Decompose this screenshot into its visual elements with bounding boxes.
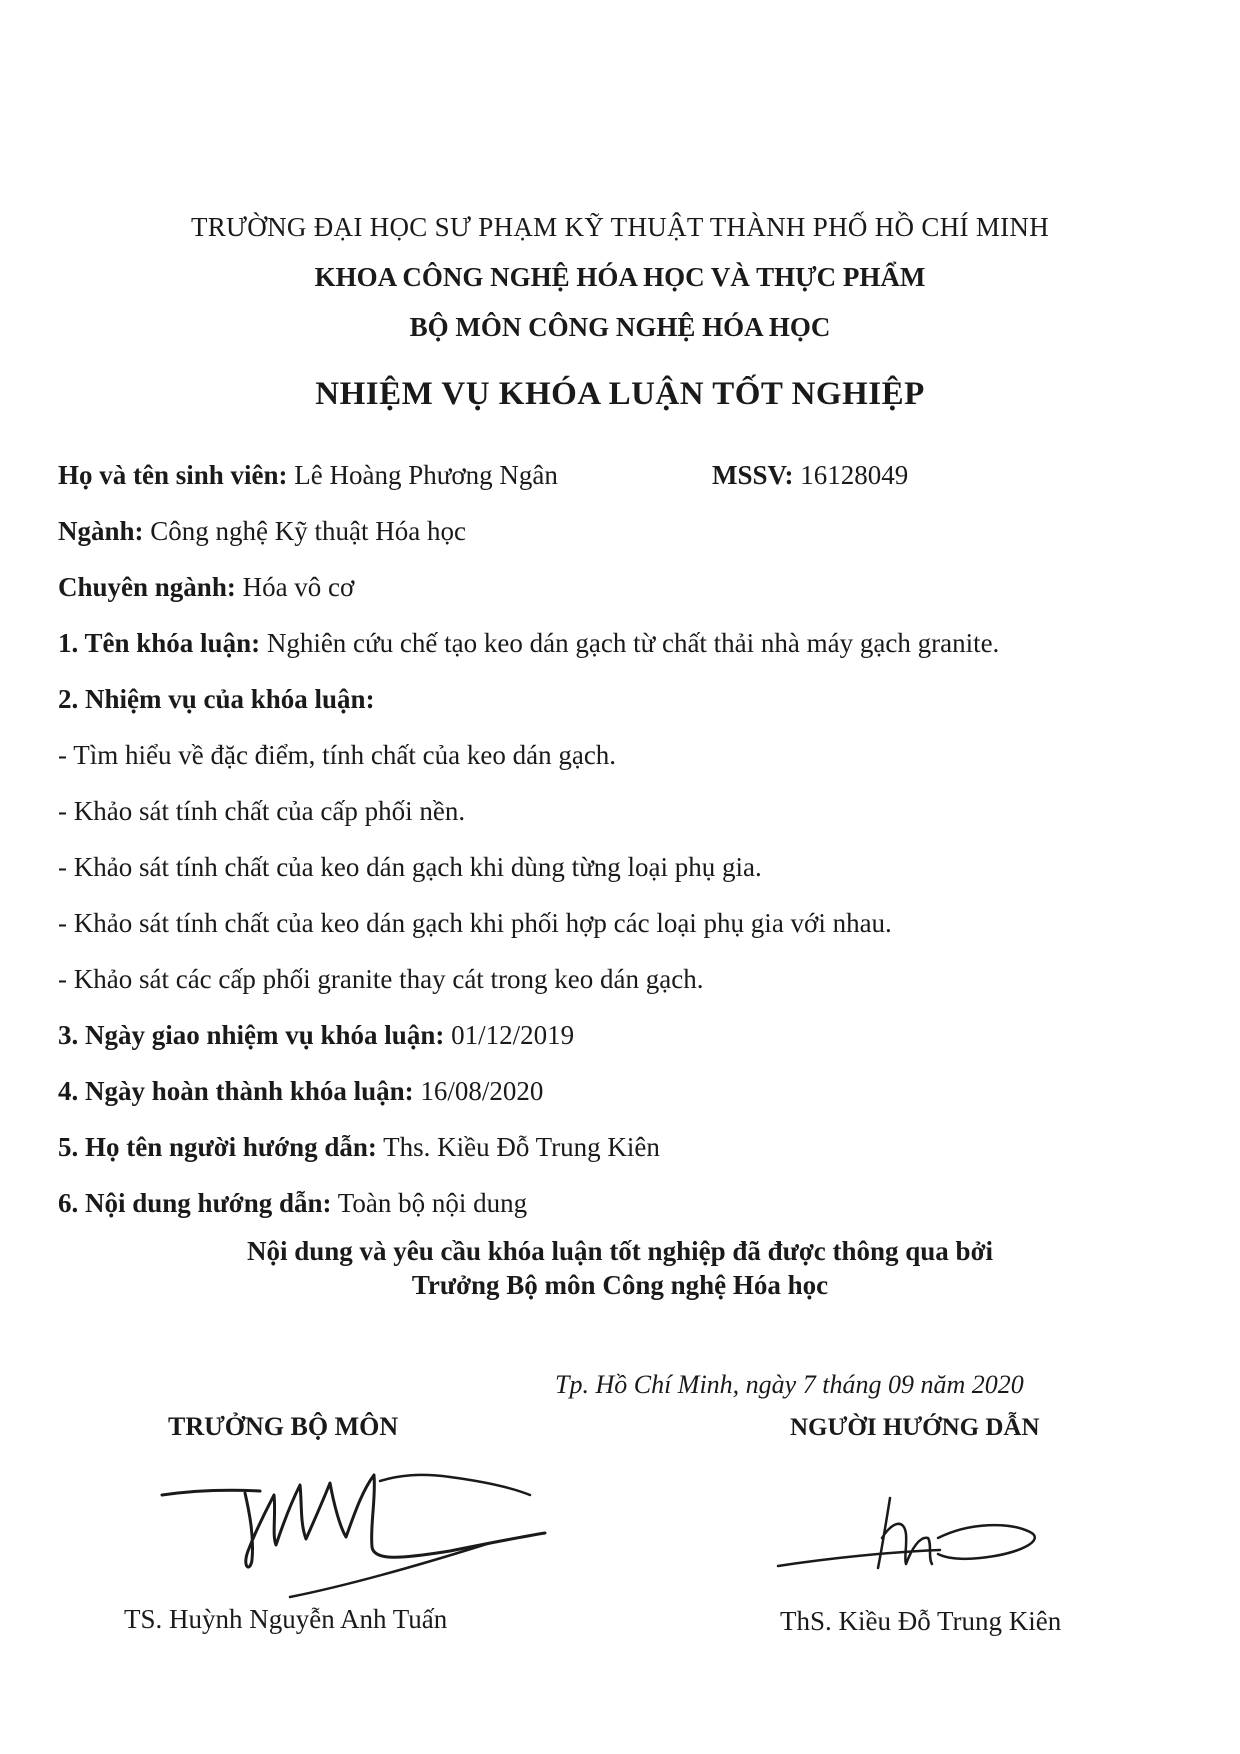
guidance-value: Toàn bộ nội dung <box>331 1188 528 1218</box>
advisor-label: 5. Họ tên người hướng dẫn: <box>58 1132 377 1162</box>
task-item: - Tìm hiểu về đặc điểm, tính chất của keo dán gạch. <box>58 740 617 770</box>
advisor-name: ThS. Kiều Đỗ Trung Kiên <box>780 1606 1062 1636</box>
task-item: - Khảo sát tính chất của cấp phối nền. <box>58 796 466 826</box>
faculty-name: KHOA CÔNG NGHỆ HÓA HỌC VÀ THỰC PHẨM <box>314 262 926 292</box>
department-name: BỘ MÔN CÔNG NGHỆ HÓA HỌC <box>409 312 831 342</box>
approval-line-2: Trưởng Bộ môn Công nghệ Hóa học <box>411 1270 829 1300</box>
advisor-value: Ths. Kiều Đỗ Trung Kiên <box>376 1132 660 1162</box>
head-of-department-name: TS. Huỳnh Nguyễn Anh Tuấn <box>124 1604 448 1634</box>
approval-line-1: Nội dung và yêu cầu khóa luận tốt nghiệp đã được thông qua bởi <box>246 1236 994 1266</box>
major-label: Ngành: <box>58 516 144 546</box>
student-name-row <box>58 460 558 491</box>
assign-date-row <box>58 1020 574 1051</box>
specialization-row <box>58 572 354 603</box>
head-of-department-title: TRƯỞNG BỘ MÔN <box>168 1412 399 1441</box>
major-value: Công nghệ Kỹ thuật Hóa học <box>143 516 466 546</box>
thesis-topic-row <box>58 628 999 659</box>
thesis-topic-value: Nghiên cứu chế tạo keo dán gạch từ chất thải nhà máy gạch granite. <box>260 628 1000 658</box>
signing-date-line: Tp. Hồ Chí Minh, ngày 7 tháng 09 năm 2020 <box>555 1370 1024 1399</box>
advisor-signature <box>770 1478 1070 1588</box>
tasks-heading <box>58 684 375 715</box>
thesis-topic-label: 1. Tên khóa luận: <box>58 628 261 658</box>
finish-date-row <box>58 1076 543 1107</box>
specialization-value: Hóa vô cơ <box>235 572 355 602</box>
assign-date-value: 01/12/2019 <box>444 1020 575 1050</box>
student-id-label: MSSV: <box>712 460 794 490</box>
advisor-title: NGƯỜI HƯỚNG DẪN <box>790 1414 1040 1441</box>
guidance-label: 6. Nội dung hướng dẫn: <box>58 1188 332 1218</box>
finish-date-label: 4. Ngày hoàn thành khóa luận: <box>58 1076 414 1106</box>
finish-date-value: 16/08/2020 <box>413 1076 544 1106</box>
major-row <box>58 516 466 547</box>
guidance-row <box>58 1188 527 1219</box>
advisor-row <box>58 1132 660 1163</box>
assign-date-label: 3. Ngày giao nhiệm vụ khóa luận: <box>58 1020 445 1050</box>
student-name-label: Họ và tên sinh viên: <box>58 460 288 490</box>
task-item: - Khảo sát tính chất của keo dán gạch khi phối hợp các loại phụ gia với nhau. <box>58 908 892 938</box>
document-title: NHIỆM VỤ KHÓA LUẬN TỐT NGHIỆP <box>315 376 925 412</box>
task-item: - Khảo sát tính chất của keo dán gạch khi dùng từng loại phụ gia. <box>58 852 762 882</box>
head-of-department-signature <box>150 1455 590 1605</box>
tasks-label: 2. Nhiệm vụ của khóa luận: <box>58 684 375 714</box>
student-id-value: 16128049 <box>793 460 909 490</box>
student-id-row <box>712 460 908 491</box>
specialization-label: Chuyên ngành: <box>58 572 236 602</box>
university-name: TRƯỜNG ĐẠI HỌC SƯ PHẠM KỸ THUẬT THÀNH PHỐ HỒ CHÍ MINH <box>190 212 1050 242</box>
student-name-value: Lê Hoàng Phương Ngân <box>287 460 558 490</box>
task-item: - Khảo sát các cấp phối granite thay cát trong keo dán gạch. <box>58 964 704 994</box>
